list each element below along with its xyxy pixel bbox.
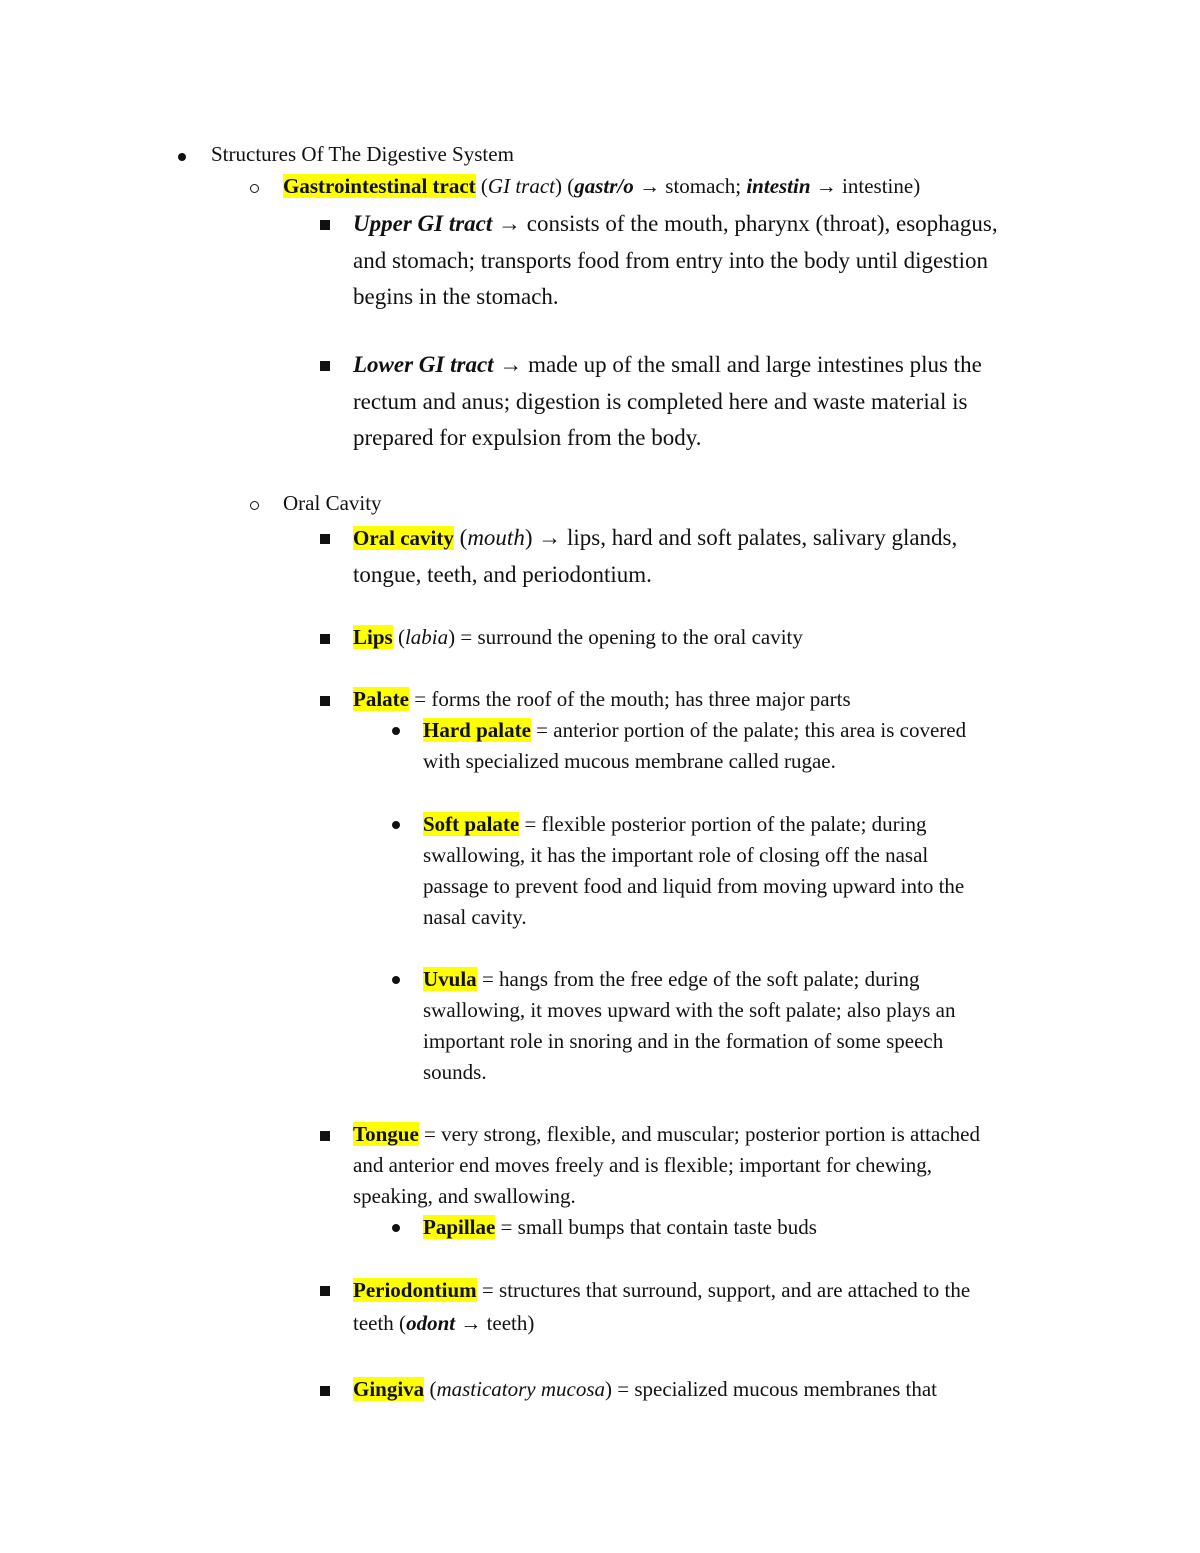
oral-cavity-heading-text: Oral Cavity [283, 491, 382, 515]
text-line: passage to prevent food and liquid from moving upward into the [423, 874, 965, 898]
bullet-hollow-icon [250, 184, 259, 193]
bullet-filled-icon [392, 1224, 400, 1232]
abbr-gi-tract: GI tract [487, 174, 555, 198]
term-hard-palate: Hard palate [423, 718, 531, 742]
text: ( [475, 174, 488, 198]
text-line: with specialized mucous membrane called rugae. [423, 749, 836, 773]
term-upper-gi-tract: Upper GI tract [353, 211, 493, 236]
term-lower-gi-tract: Lower GI tract [353, 352, 494, 377]
term-tongue: Tongue [353, 1122, 419, 1146]
bullet-filled-icon [392, 821, 400, 829]
bullet-square-icon [320, 696, 330, 706]
term-periodontium: Periodontium [353, 1278, 477, 1302]
text: = very strong, flexible, and muscular; posterior portion is attached [418, 1122, 980, 1146]
text: → made up of the small and large intestines plus the [493, 352, 982, 377]
term-palate: Palate [353, 687, 409, 711]
bullet-hollow-icon [250, 501, 259, 510]
lips-item [353, 622, 803, 653]
bullet-filled-icon [392, 727, 400, 735]
text: = structures that surround, support, and are attached to the [476, 1278, 971, 1302]
text-line: and anterior end moves freely and is flexible; important for chewing, [353, 1153, 933, 1177]
text: → teeth) [455, 1311, 535, 1335]
root-intestin: intestin [746, 174, 811, 198]
oral-cavity-heading [283, 491, 382, 516]
section-heading-text: Structures Of The Digestive System [211, 142, 514, 166]
bullet-square-icon [320, 1286, 330, 1296]
root-gastro: gastr/o [574, 174, 634, 198]
text-line: speaking, and swallowing. [353, 1184, 576, 1208]
text: teeth ( [353, 1311, 407, 1335]
bullet-square-icon [320, 534, 330, 544]
text: ) = specialized mucous membranes that [605, 1377, 937, 1401]
term-papillae: Papillae [423, 1215, 496, 1239]
term-lips: Lips [353, 625, 393, 649]
oral-cavity-item [353, 520, 957, 593]
palate-item [353, 684, 851, 715]
text: = anterior portion of the palate; this area is covered [530, 718, 967, 742]
uvula-item [423, 964, 956, 1088]
text: ) → lips, hard and soft palates, salivary glands, [524, 525, 958, 550]
tongue-item [353, 1119, 980, 1212]
text: → intestine) [810, 174, 921, 198]
text-line: nasal cavity. [423, 905, 527, 929]
upper-gi-tract-item [353, 206, 998, 316]
text-line: swallowing, it has the important role of closing off the nasal [423, 843, 929, 867]
hard-palate-item [423, 715, 966, 777]
text: → consists of the mouth, pharynx (throat), esophagus, [492, 211, 998, 236]
text-line: sounds. [423, 1060, 487, 1084]
text-line: tongue, teeth, and periodontium. [353, 561, 652, 587]
text-line: and stomach; transports food from entry into the body until digestion [353, 247, 988, 273]
lower-gi-tract-item [353, 347, 982, 457]
gingiva-item [353, 1374, 937, 1405]
term-soft-palate: Soft palate [423, 812, 520, 836]
text-line: rectum and anus; digestion is completed here and waste material is [353, 388, 968, 414]
bullet-square-icon [320, 220, 330, 230]
text: → stomach; [633, 174, 747, 198]
text: = small bumps that contain taste buds [495, 1215, 817, 1239]
term-gingiva: Gingiva [353, 1377, 425, 1401]
text-line: swallowing, it moves upward with the soft palate; also plays an [423, 998, 956, 1022]
text: ) ( [555, 174, 575, 198]
gi-tract-line [283, 174, 920, 199]
text: = forms the roof of the mouth; has three major parts [408, 687, 851, 711]
bullet-square-icon [320, 361, 330, 371]
text: ( [392, 625, 405, 649]
term-gastrointestinal-tract: Gastrointestinal tract [283, 174, 476, 198]
bullet-filled-icon [178, 153, 186, 161]
bullet-square-icon [320, 634, 330, 644]
text: = flexible posterior portion of the palate; during [519, 812, 927, 836]
term-uvula: Uvula [423, 967, 477, 991]
alt-term: masticatory mucosa [436, 1377, 606, 1401]
section-heading [211, 142, 514, 167]
text: ( [424, 1377, 437, 1401]
text: ) = surround the opening to the oral cavity [448, 625, 803, 649]
text-line: important role in snoring and in the formation of some speech [423, 1029, 944, 1053]
root-odont: odont [406, 1311, 456, 1335]
papillae-item [423, 1212, 817, 1243]
alt-term: labia [404, 625, 449, 649]
term-oral-cavity: Oral cavity [353, 526, 454, 550]
text-line: begins in the stomach. [353, 284, 559, 309]
bullet-square-icon [320, 1386, 330, 1396]
bullet-filled-icon [392, 976, 400, 984]
alt-term: mouth [467, 525, 525, 550]
soft-palate-item [423, 809, 964, 933]
bullet-square-icon [320, 1131, 330, 1141]
periodontium-item [353, 1274, 970, 1340]
text-line: prepared for expulsion from the body. [353, 425, 702, 450]
text: = hangs from the free edge of the soft palate; during [476, 967, 920, 991]
text: ( [453, 525, 468, 550]
